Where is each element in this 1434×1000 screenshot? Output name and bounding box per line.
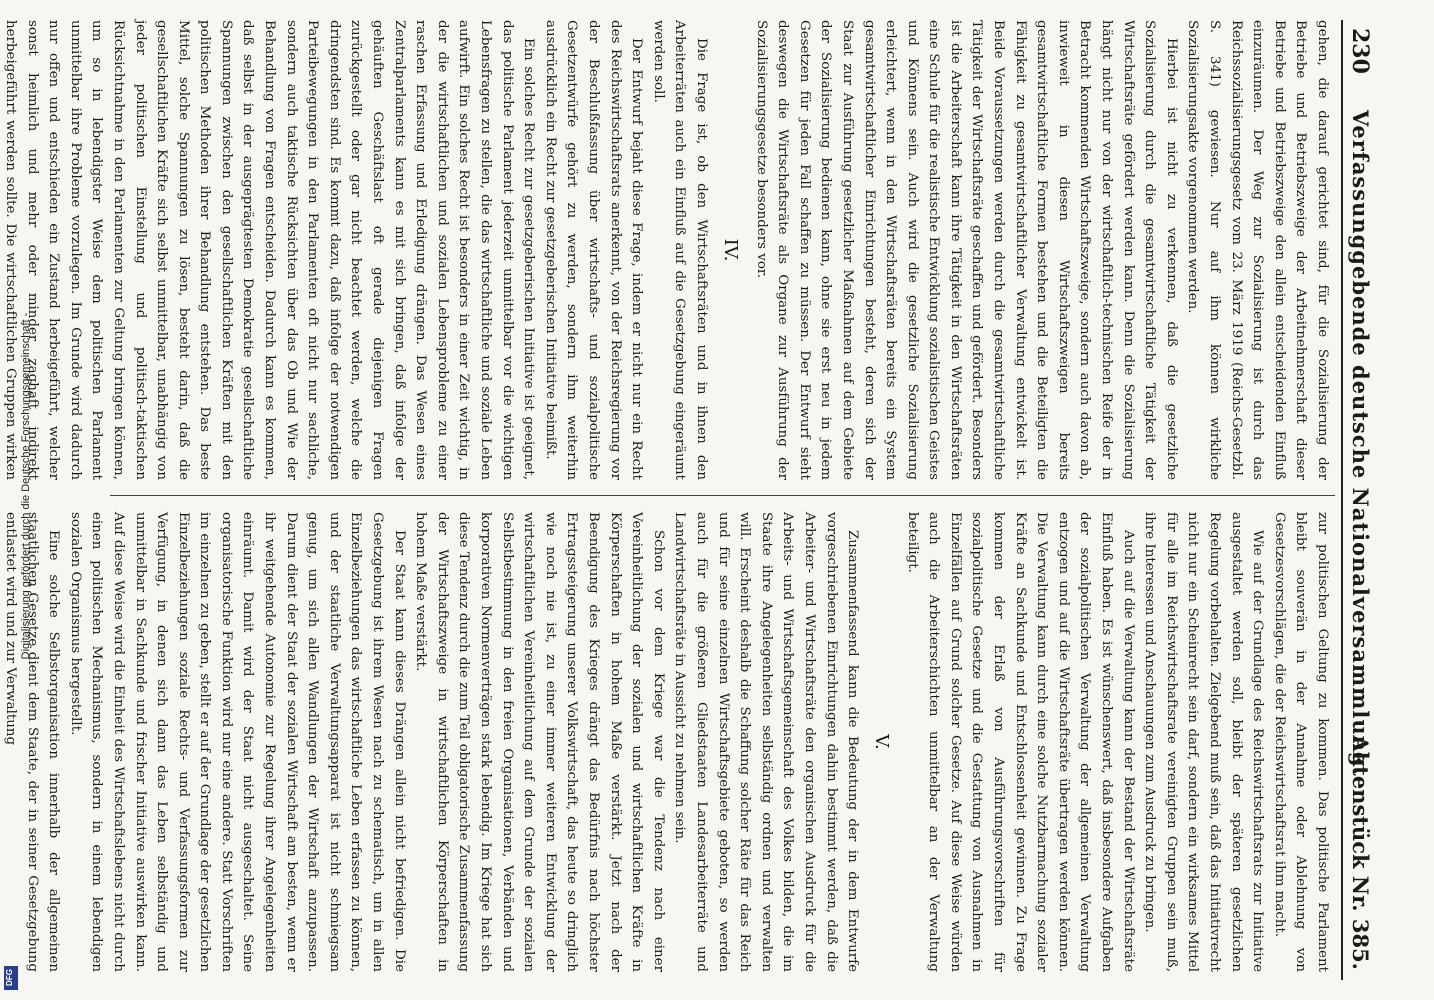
document-number: Aktenstück Nr. 385. [1348,735,1373,970]
paragraph: zur politischen Geltung zu kommen. Das politische Parlament bleibt souverän in der Annahme oder Ablehnung von Gesetzesvorschlägen, die der Reichswirtschaftsrat ihm macht. [1271,512,1330,972]
left-column [2,20,1333,480]
paragraph: Hierbei ist nicht zu verkennen, daß die gesetzliche Sozialisierung durch die gesamtwirtschaftliche Tätigkeit der Wirtschaftsräte gefördert werden kann. Denn die Sozialisierung hängt nicht nur von der wirtschaftlich-technischen Reife der in Betracht kommenden Wirtschaftszweige, sondern auch davon ab, inwieweit in diesen Wirtschaftszweigen bereits gesamtwirtschaftliche Formen bestehen und die Beteiligten die Fähigkeit zu gesamtwirtschaftlicher Verwaltung entwickelt ist. Beide Voraussetzungen werden durch die gesamtwirtschaftliche Tätigkeit der Wirtschaftsräte geschaffen und gefördert. Besonders ist die Arbeiterschaft kann ihre Tätigkeit in den Wirtschaftsräten eine Schule für die realistische Entwicklung sozialistischen Geistes und Könnens sein. Auch wird die gesetzliche Sozialisierung erleichtert, wenn in den Wirtschaftsräten bereits ein System gesamtwirtschaftlicher Einrichtungen besteht, deren sich der Staat zur Ausführung gesetzlicher Maßnahmen auf dem Gebiete der Sozialisierung bedienen kann, ohne sie erst neu in jedem Gesetzen für jeden Fall schaffen zu müssen. Der Entwurf sieht deswegen die Wirtschaftsräte als Organe zur Ausführung der Sozialisierungsgesetze besonders vor. [753,20,1179,480]
page-header [1331,20,1375,980]
paragraph: Der Entwurf bejaht diese Frage, indem er nicht nur ein Recht des Reichswirtschaftsrats anerkennt, von der Reichsregierung vor der Beschlußfassung über wirtschafts- und sozialpolitische Gesetzentwürfe gehört zu werden, sondern ihm weiterhin ausdrücklich ein Recht zur gesetzgeberischen Initiative beimißt. [542,20,645,480]
dfg-logo-text: DFG [4,969,14,986]
right-column [2,512,1333,972]
page-number: 230 [1347,28,1373,74]
digitization-note-text: Digitalisierung gefördert durch die Deutsche Forschungsgemeinschaft - [20,312,32,660]
paragraph: gehen, die darauf gerichtet sind, für die Sozialisierung der Betriebe und Betriebszweige der Arbeitnehmerschaft dieser Betriebe und Betriebszweige den allein entscheidenden Einfluß einzuräumen. Der Weg zur Sozialisierung ist durch das Reichssozialisierungsgesetz vom 23. März 1919 (Reichs-Gesetzbl. S. 341) gewiesen. Nur auf ihm können wirkliche Sozialisierungsakte vorgenommen werden. [1185,20,1330,480]
paragraph: Auch auf die Verwaltung kann der Bestand der Wirtschaftsräte Einfluß haben. Es ist wünschenswert, daß insbesondere Aufgaben der sozialpolitischen Verwaltung der allgemeinen Verwaltung entzogen und auf die Wirtschaftsräte übertragen werden können. Die Verwaltung kann durch eine solche Nutzbarmachung sozialer Kräfte an Sachkunde und Entschlossenheit gewinnen. Zu Frage kommen der Erlaß von Ausführungsvorschriften für sozialpolitische Gesetze und die Gestattung von Ausnahmen in Einzelfällen auf Grund solcher Gesetze. Auf diese Weise würden auch die Arbeiterschichten unmittelbar an der Verwaltung beteiligt. [904,512,1136,972]
paragraph: Schon vor dem Kriege war die Tendenz nach einer Vereinheitlichung der sozialen und wirtschaftlichen Kräfte in Körperschaften in hohem Maße verstärkt. Jetzt nach der Beendigung des Krieges drängt das Bedürfnis nach höchster Ertragssteigerung unserer Volkswirtschaft, das heute so dringlich wie noch nie ist, zu einer immer weiteren Entwicklung der wirtschaftlichen Vereinheitlichung auf dem Grunde der sozialen Selbstbestimmung in den freien Organisationen, Verbänden und korporativen Normenverträgen stark lebendig. Im Kriege hat sich diese Tendenz durch die zum Teil obligatorische Zusammenfassung der Wirtschaftszweige in wirtschaftlichen Körperschaften in hohem Maße verstärkt. [413,512,666,972]
section-heading: V. [871,734,893,750]
column-divider [110,495,1335,496]
page-title: Verfassunggebende deutsche Nationalversammlung. [1348,110,1373,776]
paragraph: Eine solche Selbstorganisation innerhalb der allgemeinen staatlichen Gesetze dient dem Staate, der in seiner Gesetzgebung entlastet wird und zur Verwaltung [2,512,62,972]
paragraph: Die Frage ist, ob den Wirtschaftsräten und in ihnen den Arbeiterräten auch ein Einfluß auf die Gesetzgebung eingeräumt werden soll. [650,20,709,480]
header-rule [1341,20,1343,980]
section-heading: IV. [719,238,741,262]
paragraph: Zusammenfassend kann die Bedeutung der in dem Entwurfe vorgeschriebenen Einrichtungen dahin bestimmt werden, daß die Arbeiter- und Wirtschaftsräte den organischen Ausdruck für die Arbeits- und Wirtschaftsgemeinschaft des Volkes bilden, die im Staate ihre Angelegenheiten selbständig ordnen und verwalten will. Erscheint deshalb die Schaffung solcher Räte für das Reich und für seine einzelnen Wirtschaftsgebiete geboten, so werden auch für die größeren Gliedstaaten Landesarbeiterräte und Landwirtschaftsräte in Aussicht zu nehmen sein. [672,512,861,972]
paragraph: Wie auf der Grundlage des Reichswirtschaftsrats zur Initiative ausgestaltet werden soll, bleibt der späteren gesetzlichen Regelung vorbehalten. Zielgebend muß sein, daß das Initiativrecht nicht nur ein Scheinrecht sein darf, sondern ein wirksames Mittel für alle im Reichswirtschaftsrate vereinigten Gruppen sein muß, ihre Interessen und Anschauungen zum Ausdruck zu bringen. [1142,512,1266,972]
paragraph: Ein solches Recht zur gesetzgeberischen Initiative ist geeignet, das politische Parlament jederzeit unmittelbar vor die wichtigen Lebensfragen zu stellen, die das wirtschaftliche und soziale Leben aufwirft. Ein solches Recht ist besonders in einer Zeit wichtig, in der die wirtschaftlichen und sozialen Lebensprobleme zu einer raschen Erfassung und Erledigung drängen. Das Wesen eines Zentralparlaments kann es mit sich bringen, daß infolge der gehäuften Geschäftslast oft gerade diejenigen Fragen zurückgestellt oder gar nicht beachtet werden, welche die dringendsten sind. Es kommt dazu, daß infolge der notwendigen Parteibewegungen in den Parlamenten oft nicht nur sachliche, sondern auch taktische Rücksichten über das Ob und Wie der Behandlung von Fragen entscheiden. Dadurch kann es kommen, daß selbst in der ausgeprägtesten Demokratie gesellschaftliche Spannungen zwischen den gesellschaftlichen Kräften mit den politischen Methoden ihrer Behandlung entstehen. Das beste Mittel, solche Spannungen zu lösen, besteht darin, daß die gesellschaftlichen Kräfte sich selbst unmittelbar, unabhängig von jeder politischen Einstellung und politisch-taktischen Rücksichtnahme in den Parlamenten zur Geltung bringen können, um so in lebendigster Weise dem politischen Parlament unmittelbar ihre Probleme vorzulegen. Im Grunde wird dadurch nur offen und entschieden ein Zustand herbeigeführt, welcher sonst heimlich und mehr oder minder zaghaft indirekt herbeigeführt werden sollte. Die wirtschaftlichen Gruppen wirken [2,20,537,480]
paragraph: Der Staat kann dieses Drängen allein nicht befriedigen. Die Gesetzgebung ist ihrem Wesen nach zu schematisch, um in allen Einzelbeziehungen das wirtschaftliche Leben erfassen zu können, und der staatliche Verwaltungsapparat ist nicht schmiegsam genug, um sich allen Wandlungen der Wirtschaft anzupassen. Darum dient der Staat der sozialen Wirtschaft am besten, wenn er ihr weitgehende Autonomie zur Regelung ihrer Angelegenheiten einräumt. Damit wird der Staat nicht ausgeschaltet. Seine organisatorische Funktion wird nur eine andere. Statt Vorschriften im einzelnen zu geben, stellt er auf der Grundlage der gesetzlichen Einzelbeziehungen soziale Rechts- und Verfassungsformen zur Verfügung, in denen sich dann das Leben selbständig und unmittelbar in Sachkunde und frischer Initiative auswirken kann. Auf diese Weise wird die Einheit des Wirtschaftslebens nicht durch einen politischen Mechanismus, sondern in einem lebendigen sozialen Organismus hergestellt. [67,512,407,972]
